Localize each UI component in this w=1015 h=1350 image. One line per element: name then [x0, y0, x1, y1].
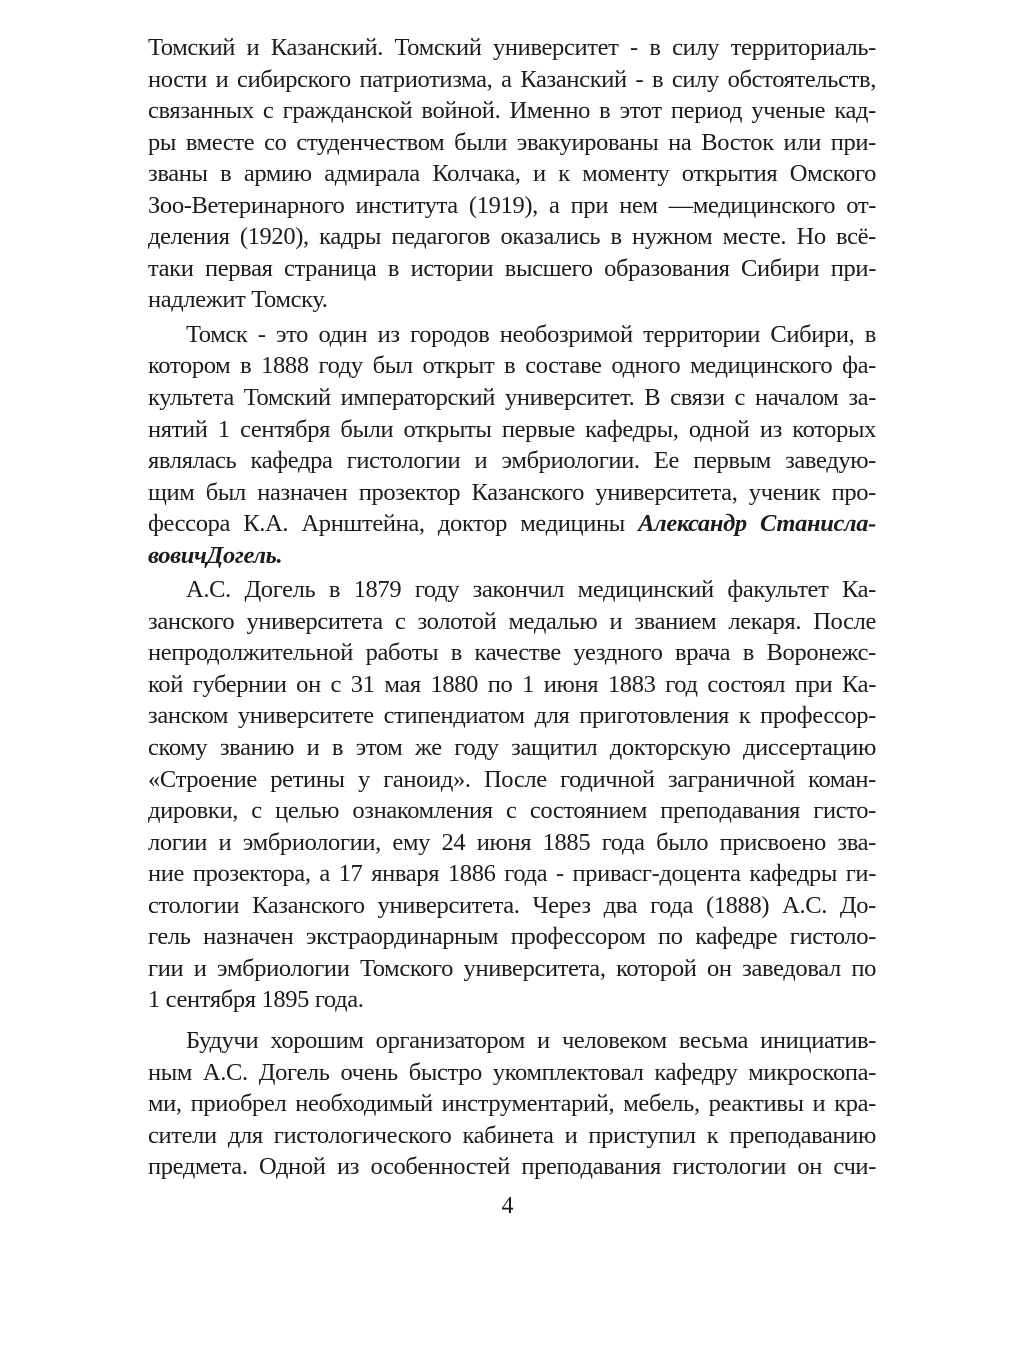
text-line: ности и сибирского патриотизма, а Казанский - в силу обстоятельств, [148, 65, 876, 93]
text-line: занском университете стипендиатом для приготовления к профессор- [148, 702, 876, 730]
text-line: культета Томский императорский университет. В связи с началом за- [148, 384, 876, 412]
text-line: ми, приобрел необходимый инструментарий, мебель, реактивы и кра- [148, 1090, 876, 1118]
paragraph-4 [148, 1025, 876, 1183]
text-line: предмета. Одной из особенностей преподавания гистологии он счи- [148, 1153, 876, 1181]
text-line: «Строение ретины у ганоид». После годичной заграничной коман- [148, 765, 876, 793]
text-line: кой губернии он с 31 мая 1880 по 1 июня 1883 год состоял при Ка- [148, 670, 876, 698]
paragraph-2 [148, 319, 876, 571]
text-line: Томский и Казанский. Томский университет - в силу территориаль- [148, 34, 876, 61]
text-line: А.С. Догель в 1879 году закончил медицинский факультет Ка- [186, 576, 876, 604]
text-line: являлась кафедра гистологии и эмбриологии. Ее первым заведую- [148, 447, 876, 475]
page-number: 4 [501, 1193, 514, 1219]
text-line: дировки, с целью ознакомления с состоянием преподавания гисто- [148, 797, 876, 825]
text-line: гии и эмбриологии Томского университета, которой он заведовал по [148, 954, 876, 982]
text-line: логии и эмбриологии, ему 24 июня 1885 года было присвоено зва- [148, 828, 876, 856]
text-line: непродолжительной работы в качестве уездного врача в Воронежс- [148, 639, 876, 667]
text-line: нятий 1 сентября были открыты первые кафедры, одной из которых [148, 415, 876, 443]
text-line: 1 сентября 1895 года. [148, 986, 364, 1014]
text-line: таки первая страница в истории высшего образования Сибири при- [148, 254, 876, 282]
body-text [148, 32, 876, 1183]
text-line: стологии Казанского университета. Через два года (1888) А.С. До- [148, 891, 876, 919]
text-line: ным А.С. Догель очень быстро укомплектовал кафедру микроскопа- [148, 1058, 876, 1086]
text-line: сители для гистологического кабинета и приступил к преподаванию [148, 1121, 876, 1149]
paragraph-3 [148, 574, 876, 1016]
text-line: ние прозектора, а 17 января 1886 года - привасг-доцента кафедры ги- [148, 860, 876, 888]
text-line [148, 540, 876, 572]
text-line: скому званию и в этом же году защитил докторскую диссертацию [148, 734, 876, 762]
text-line: Будучи хорошим организатором и человеком весьма инициатив- [186, 1026, 876, 1054]
text-fragment: фессора К.А. Арнштейна, доктор медицины [148, 510, 639, 538]
person-name-continued: вовичДогель. [148, 541, 283, 569]
text-line: гель назначен экстраординарным профессором по кафедре гистоло- [148, 923, 876, 951]
text-line: Зоо-Ветеринарного института (1919), а при нем —медицинского от- [148, 191, 876, 219]
text-line [148, 508, 876, 540]
paragraph-1 [148, 32, 876, 316]
text-line: связанных с гражданской войной. Именно в этот период ученые кад- [148, 97, 876, 125]
text-line: Томск - это один из городов необозримой территории Сибири, в [186, 320, 876, 348]
text-line: деления (1920), кадры педагогов оказались в нужном месте. Но всё- [148, 223, 876, 251]
text-line: котором в 1888 году был открыт в составе одного медицинского фа- [148, 352, 876, 380]
text-line: надлежит Томску. [148, 286, 328, 314]
text-line: званы в армию адмирала Колчака, и к моменту открытия Омского [148, 160, 876, 188]
text-line: щим был назначен прозектор Казанского университета, ученик про- [148, 478, 876, 506]
person-name: Александр Станисла- [638, 510, 876, 538]
text-line: занского университета с золотой медалью и званием лекаря. После [148, 607, 876, 635]
text-line: ры вместе со студенчеством были эвакуированы на Восток или при- [148, 128, 876, 156]
